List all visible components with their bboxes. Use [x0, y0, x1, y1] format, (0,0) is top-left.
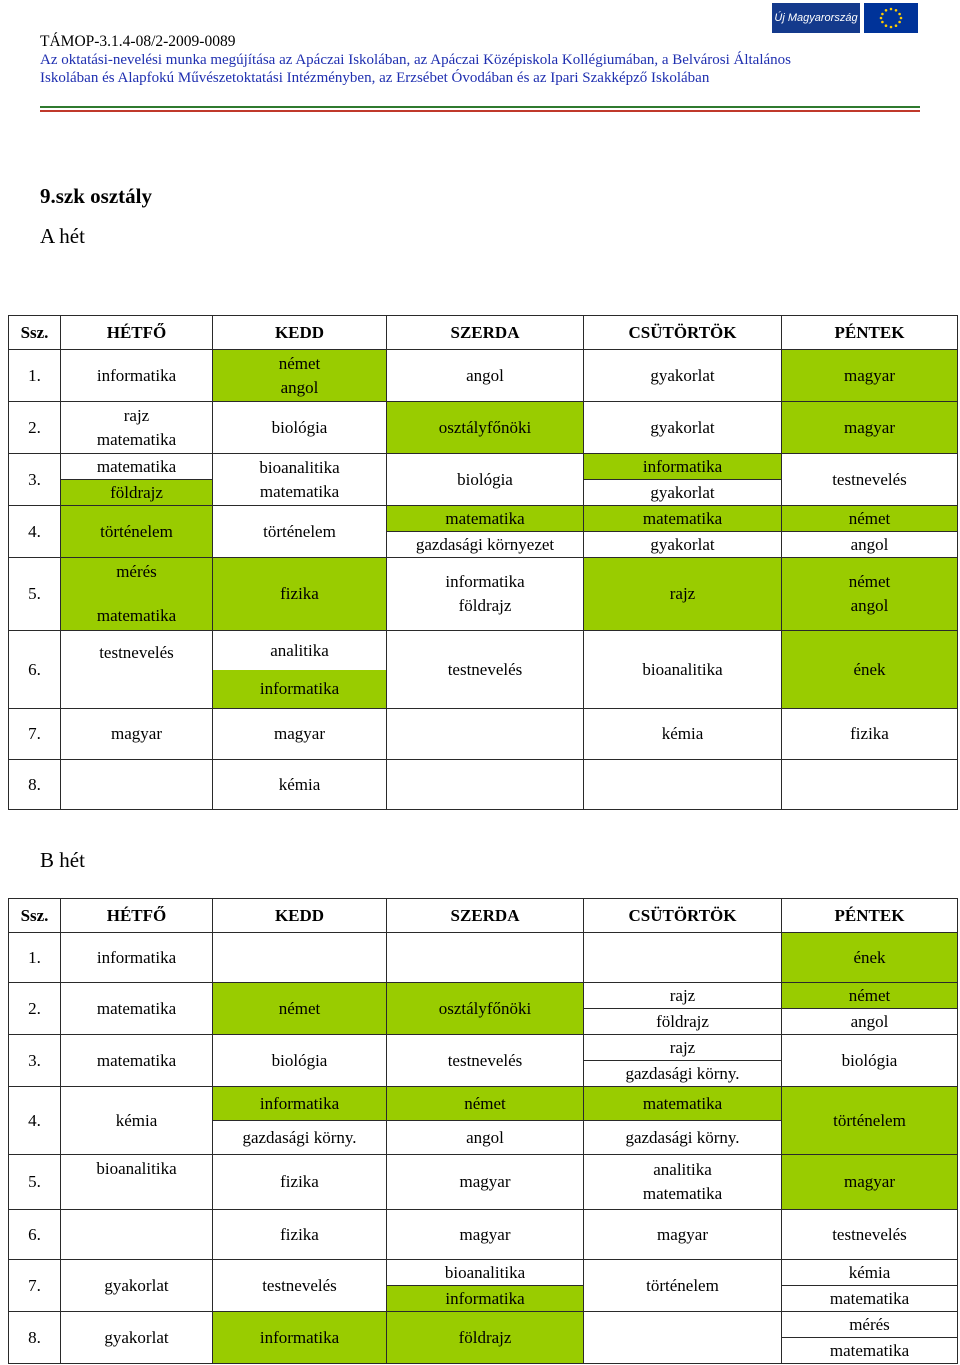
- lesson-cell: informatika: [61, 933, 213, 983]
- lesson-cell: testnevelés: [782, 454, 958, 506]
- table-row: [9, 1210, 958, 1260]
- header-friday: PÉNTEK: [782, 316, 958, 350]
- lesson-cell: testnevelés: [387, 631, 584, 709]
- row-number: 8.: [9, 1312, 61, 1364]
- lesson-cell: rajz: [584, 558, 782, 631]
- table-row: [9, 709, 958, 760]
- lesson-cell: biológia: [782, 1035, 958, 1087]
- class-title: 9.szk osztály: [40, 184, 152, 208]
- lesson-cell: fizika: [213, 1155, 387, 1210]
- lesson-cell: magyar: [387, 1210, 584, 1260]
- document-header: [40, 33, 940, 87]
- lesson-cell: kémia: [584, 709, 782, 760]
- header-ssz: Ssz.: [9, 899, 61, 933]
- header-thursday: CSÜTÖRTÖK: [584, 316, 782, 350]
- table-row: [9, 760, 958, 810]
- lesson-cell: német: [213, 983, 387, 1035]
- lesson-cell: matematika gazdasági körny.: [584, 1087, 782, 1155]
- lesson-cell: testnevelés: [213, 1260, 387, 1312]
- lesson-cell: rajz földrajz: [584, 983, 782, 1035]
- table-row: [9, 454, 958, 506]
- lesson-cell: magyar: [61, 709, 213, 760]
- uj-magyarorszag-logo: Új Magyarország: [772, 3, 860, 33]
- lesson-cell: német angol: [782, 558, 958, 631]
- table-row: [9, 933, 958, 983]
- table-row: [9, 402, 958, 454]
- lesson-cell: informatika: [61, 350, 213, 402]
- lesson-cell: [584, 933, 782, 983]
- row-number: 7.: [9, 1260, 61, 1312]
- lesson-cell: fizika: [782, 709, 958, 760]
- row-number: 3.: [9, 454, 61, 506]
- lesson-cell: matematika földrajz: [61, 454, 213, 506]
- lesson-cell: [387, 933, 584, 983]
- table-header-row: [9, 316, 958, 350]
- week-a-table: [8, 315, 958, 810]
- row-number: 2.: [9, 402, 61, 454]
- lesson-cell: bioanalitika matematika: [213, 454, 387, 506]
- table-row: [9, 1035, 958, 1087]
- project-description-line1: Az oktatási-nevelési munka megújítása az Apáczai Iskolában, az Apáczai Középiskola Kollégiumában, a Belvárosi Általános: [40, 52, 791, 68]
- lesson-cell: német angol: [782, 983, 958, 1035]
- lesson-cell: magyar: [584, 1210, 782, 1260]
- header-thursday: CSÜTÖRTÖK: [584, 899, 782, 933]
- lesson-cell: bioanalitika: [584, 631, 782, 709]
- row-number: 5.: [9, 558, 61, 631]
- lesson-cell: biológia: [213, 402, 387, 454]
- row-number: 3.: [9, 1035, 61, 1087]
- lesson-cell: magyar: [782, 402, 958, 454]
- lesson-cell: történelem: [61, 506, 213, 558]
- row-number: 2.: [9, 983, 61, 1035]
- lesson-cell: [61, 760, 213, 810]
- lesson-cell: magyar: [782, 350, 958, 402]
- lesson-cell: [387, 760, 584, 810]
- lesson-cell: osztályfőnöki: [387, 402, 584, 454]
- lesson-cell: kémia: [213, 760, 387, 810]
- header-rule-green: [40, 106, 920, 108]
- table-header-row: [9, 899, 958, 933]
- table-row: [9, 1312, 958, 1364]
- lesson-cell: testnevelés: [61, 631, 213, 709]
- lesson-cell: német angol: [213, 350, 387, 402]
- lesson-cell: fizika: [213, 558, 387, 631]
- lesson-cell: [387, 709, 584, 760]
- lesson-cell: [61, 1210, 213, 1260]
- lesson-cell: kémia: [61, 1087, 213, 1155]
- row-number: 6.: [9, 1210, 61, 1260]
- week-a-label: A hét: [40, 224, 85, 248]
- lesson-cell: osztályfőnöki: [387, 983, 584, 1035]
- table-row: [9, 506, 958, 558]
- lesson-cell: analitika informatika: [213, 631, 387, 709]
- lesson-cell: magyar: [782, 1155, 958, 1210]
- lesson-cell: rajz matematika: [61, 402, 213, 454]
- header-wednesday: SZERDA: [387, 316, 584, 350]
- lesson-cell: mérés matematika: [782, 1312, 958, 1364]
- header-rule-red: [40, 110, 920, 112]
- lesson-cell: ének: [782, 933, 958, 983]
- lesson-cell: testnevelés: [387, 1035, 584, 1087]
- lesson-cell: informatika földrajz: [387, 558, 584, 631]
- header-tuesday: KEDD: [213, 899, 387, 933]
- row-number: 6.: [9, 631, 61, 709]
- lesson-cell: angol: [387, 350, 584, 402]
- table-row: [9, 983, 958, 1035]
- table-row: [9, 631, 958, 709]
- header-wednesday: SZERDA: [387, 899, 584, 933]
- lesson-cell: gyakorlat: [61, 1260, 213, 1312]
- lesson-cell: magyar: [387, 1155, 584, 1210]
- table-row: [9, 350, 958, 402]
- row-number: 1.: [9, 350, 61, 402]
- lesson-cell: rajz gazdasági körny.: [584, 1035, 782, 1087]
- lesson-cell: [584, 1312, 782, 1364]
- lesson-cell: kémia matematika: [782, 1260, 958, 1312]
- lesson-cell: biológia: [213, 1035, 387, 1087]
- lesson-cell: testnevelés: [782, 1210, 958, 1260]
- lesson-cell: [213, 933, 387, 983]
- lesson-cell: analitika matematika: [584, 1155, 782, 1210]
- lesson-cell: [584, 760, 782, 810]
- header-friday: PÉNTEK: [782, 899, 958, 933]
- lesson-cell: német angol: [782, 506, 958, 558]
- lesson-cell: bioanalitika informatika: [387, 1260, 584, 1312]
- lesson-cell: matematika: [61, 983, 213, 1035]
- eu-flag-icon: [864, 3, 918, 33]
- lesson-cell: gyakorlat: [584, 350, 782, 402]
- header-ssz: Ssz.: [9, 316, 61, 350]
- lesson-cell: informatika: [213, 1312, 387, 1364]
- lesson-cell: informatika gazdasági körny.: [213, 1087, 387, 1155]
- row-number: 8.: [9, 760, 61, 810]
- header-tuesday: KEDD: [213, 316, 387, 350]
- row-number: 4.: [9, 1087, 61, 1155]
- table-row: [9, 1260, 958, 1312]
- table-row: [9, 1087, 958, 1155]
- lesson-cell: informatika gyakorlat: [584, 454, 782, 506]
- lesson-cell: biológia: [387, 454, 584, 506]
- lesson-cell: matematika gazdasági környezet: [387, 506, 584, 558]
- table-row: [9, 558, 958, 631]
- lesson-cell: [782, 760, 958, 810]
- lesson-cell: ének: [782, 631, 958, 709]
- project-description-line2: Iskolában és Alapfokú Művészetoktatási Intézményben, az Erzsébet Óvodában és az Ipari Szakképző Iskolában: [40, 70, 710, 86]
- project-code: TÁMOP-3.1.4-08/2-2009-0089: [40, 33, 236, 50]
- lesson-cell: német angol: [387, 1087, 584, 1155]
- table-row: [9, 1155, 958, 1210]
- lesson-cell: fizika: [213, 1210, 387, 1260]
- lesson-cell: bioanalitika: [61, 1155, 213, 1210]
- lesson-cell: történelem: [782, 1087, 958, 1155]
- lesson-cell: történelem: [213, 506, 387, 558]
- row-number: 5.: [9, 1155, 61, 1210]
- week-b-table: [8, 898, 958, 1364]
- lesson-cell: matematika gyakorlat: [584, 506, 782, 558]
- lesson-cell: gyakorlat: [61, 1312, 213, 1364]
- lesson-cell: földrajz: [387, 1312, 584, 1364]
- lesson-cell: mérés matematika: [61, 558, 213, 631]
- lesson-cell: történelem: [584, 1260, 782, 1312]
- row-number: 7.: [9, 709, 61, 760]
- lesson-cell: magyar: [213, 709, 387, 760]
- week-b-label: B hét: [40, 848, 85, 872]
- row-number: 1.: [9, 933, 61, 983]
- lesson-cell: gyakorlat: [584, 402, 782, 454]
- header-monday: HÉTFŐ: [61, 899, 213, 933]
- row-number: 4.: [9, 506, 61, 558]
- header-monday: HÉTFŐ: [61, 316, 213, 350]
- lesson-cell: matematika: [61, 1035, 213, 1087]
